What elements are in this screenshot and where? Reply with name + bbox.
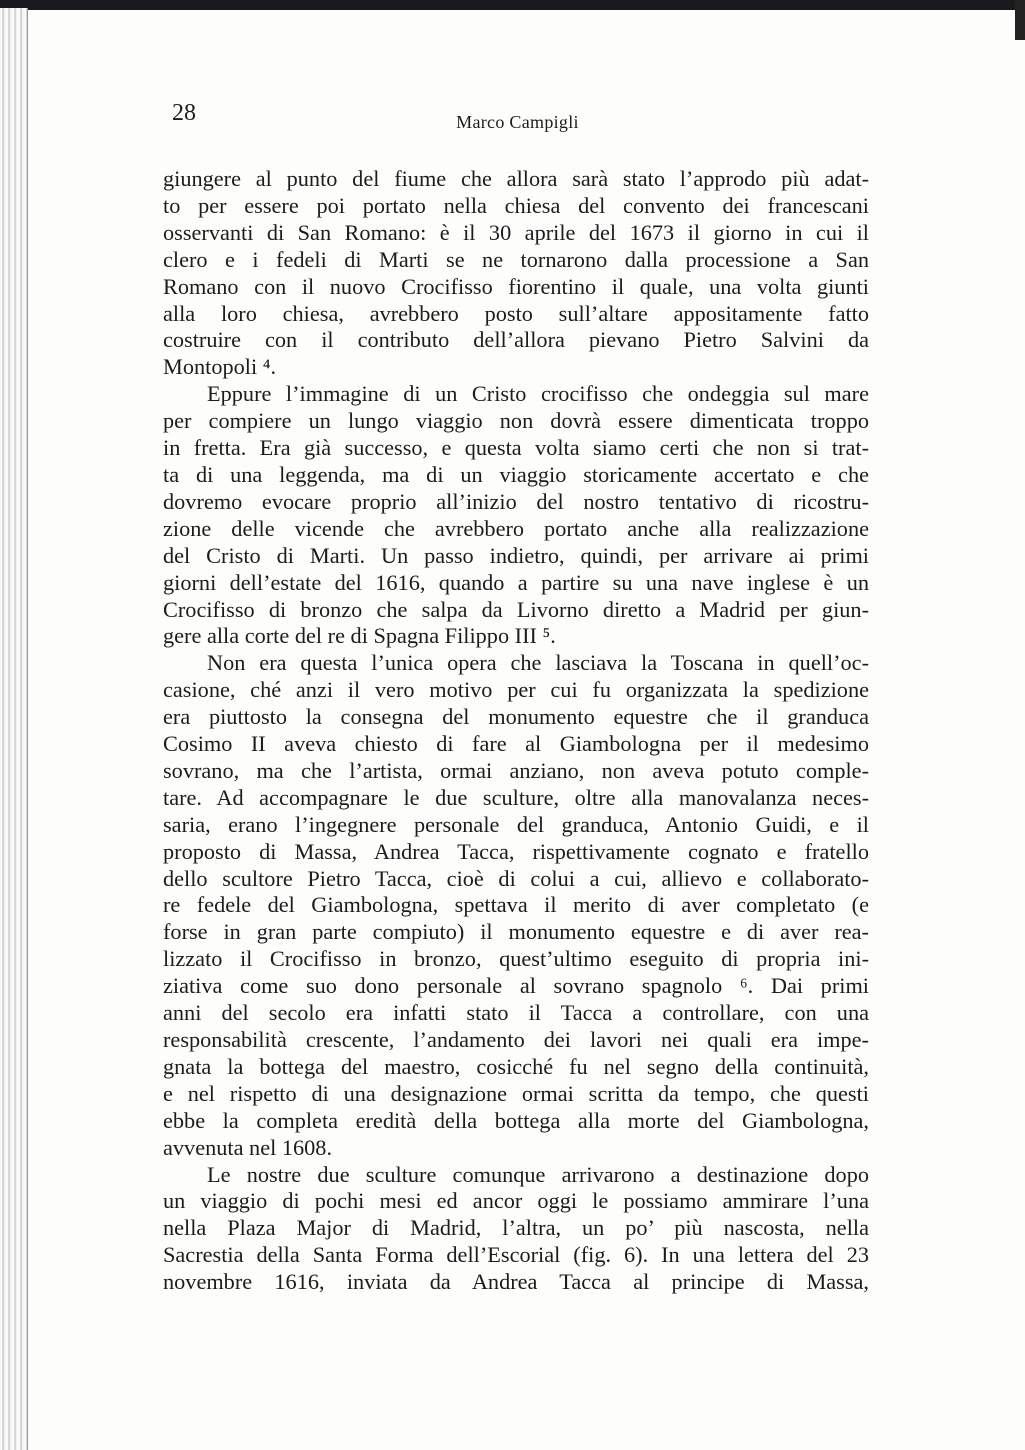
scan-right-edge [1015,0,1025,40]
text-line: Le nostre due sculture comunque arrivarono a destinazione dopo [207,1161,869,1187]
text-line: responsabilità crescente, l’andamento dei lavori nei quali era impe- [163,1027,869,1052]
paragraph [163,650,869,1161]
text-line: Eppure l’immagine di un Cristo crocifisso che ondeggia sul mare [207,381,869,407]
book-page-edges [0,8,28,1450]
text-line: gere alla corte del re di Spagna Filippo III ⁵. [163,623,556,649]
text-line: osservanti di San Romano: è il 30 aprile del 1673 il giorno in cui il [163,219,869,245]
text-line: casione, ché anzi il vero motivo per cui fu organizzata la spedizione [163,677,869,703]
text-line: un viaggio di pochi mesi ed ancor oggi le possiamo ammirare l’una [163,1188,869,1214]
text-line: sovrano, ma che l’artista, ormai anziano, non aveva potuto comple- [163,757,869,783]
text-line: in fretta. Era già successo, e questa volta siamo certi che non si trat- [163,435,869,461]
text-line: zione delle vicende che avrebbero portato anche alla realizzazione [163,515,869,541]
text-line: re fedele del Giambologna, spettava il merito di aver completato (e [163,892,869,918]
text-line: Cosimo II aveva chiesto di fare al Giambologna per il medesimo [163,731,869,757]
paragraph [163,166,869,381]
text-line: ziativa come suo dono personale al sovrano spagnolo ⁶. Dai primi [163,973,869,999]
text-line: to per essere poi portato nella chiesa del convento dei francescani [163,192,869,218]
text-line: ebbe la completa eredità della bottega alla morte del Giambologna, [163,1107,869,1133]
text-line: costruire con il contributo dell’allora pievano Pietro Salvini da [163,327,869,353]
text-line: clero e i fedeli di Marti se ne tornarono dalla processione a San [163,246,869,272]
paragraph [163,381,869,650]
text-line: saria, erano l’ingegnere personale del granduca, Antonio Guidi, e il [163,811,869,837]
text-line: Crocifisso di bronzo che salpa da Livorno diretto a Madrid per giun- [163,596,869,622]
body-text [163,166,869,1296]
text-line: gnata la bottega del maestro, cosicché fu nel segno della continuità, [163,1053,869,1079]
scan-top-edge [0,0,1025,10]
text-line: per compiere un lungo viaggio non dovrà essere dimenticata troppo [163,408,869,434]
text-line: Sacrestia della Santa Forma dell’Escorial (fig. 6). In una lettera del 23 [163,1242,869,1268]
page-number: 28 [172,100,196,126]
text-line: giungere al punto del fiume che allora sarà stato l’approdo più adat- [163,166,869,191]
running-head: Marco Campigli [456,112,579,132]
text-line: e nel rispetto di una designazione ormai scritta da tempo, che questi [163,1080,869,1106]
text-line: Montopoli ⁴. [163,354,277,380]
text-line: Non era questa l’unica opera che lasciava la Toscana in quell’oc- [207,650,869,676]
text-line: alla loro chiesa, avrebbero posto sull’altare appositamente fatto [163,300,869,326]
text-line: novembre 1616, inviata da Andrea Tacca al principe di Massa, [163,1269,869,1295]
text-line: dovremo evocare proprio all’inizio del nostro tentativo di ricostru- [163,488,869,514]
text-line: tare. Ad accompagnare le due sculture, oltre alla manovalanza neces- [163,784,869,810]
text-line: lizzato il Crocifisso in bronzo, quest’ultimo eseguito di propria ini- [163,946,869,972]
text-line: del Cristo di Marti. Un passo indietro, quindi, per arrivare ai primi [163,542,869,568]
text-line: proposto di Massa, Andrea Tacca, rispettivamente cognato e fratello [163,838,869,864]
text-line: forse in gran parte compiuto) il monumento equestre e di aver rea- [163,919,869,945]
paragraph [163,1162,869,1297]
text-line: giorni dell’estate del 1616, quando a partire su una nave inglese è un [163,569,869,595]
text-line: avvenuta nel 1608. [163,1134,333,1160]
text-line: dello scultore Pietro Tacca, cioè di colui a cui, allievo e collaborato- [163,865,869,891]
text-line: ta di una leggenda, ma di un viaggio storicamente accertato e che [163,461,869,487]
text-line: Romano con il nuovo Crocifisso fiorentino il quale, una volta giunti [163,273,869,299]
text-line: era piuttosto la consegna del monumento equestre che il granduca [163,704,869,730]
text-line: anni del secolo era infatti stato il Tacca a controllare, con una [163,1000,869,1026]
text-line: nella Plaza Major di Madrid, l’altra, un po’ più nascosta, nella [163,1215,869,1241]
